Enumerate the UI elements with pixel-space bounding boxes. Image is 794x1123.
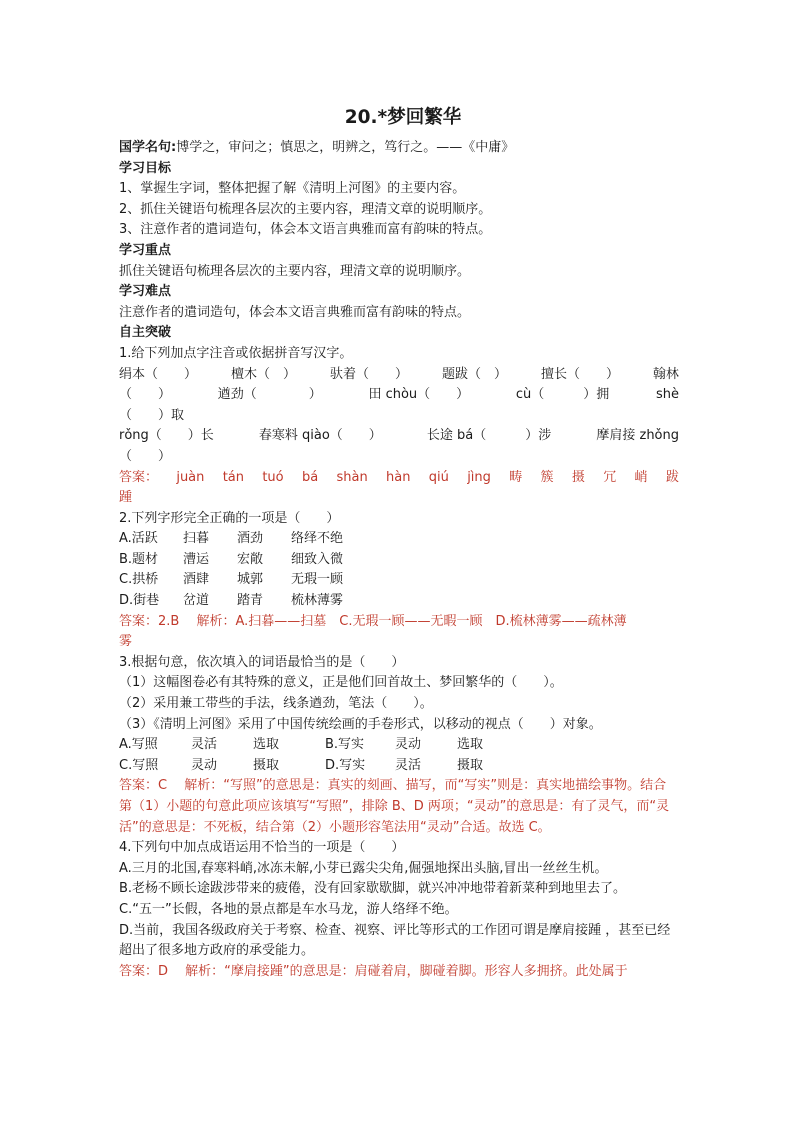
q3-sentence-3: （3）《清明上河图》采用了中国传统绘画的手卷形式，以移动的视点（ ）对象。 bbox=[119, 716, 602, 732]
q2-option-d bbox=[119, 591, 679, 612]
q1-item: 檀木（ ） bbox=[230, 366, 296, 382]
q2-word: C.拱桥 bbox=[119, 572, 159, 588]
q2-answer-tail: 雾 bbox=[119, 634, 133, 650]
q2-word: B.题材 bbox=[119, 551, 159, 567]
q3-sentence-2: （2）采用兼工带些的手法，线条遒劲，笔法（ ）。 bbox=[119, 696, 433, 712]
q2-word: 络绎不绝 bbox=[291, 531, 344, 547]
q1-row-3: （ ）取 bbox=[119, 407, 185, 423]
q1-answer-item: 摄 bbox=[571, 469, 585, 485]
q1-answer-tail: 踵 bbox=[119, 490, 133, 506]
q1-answer-item: qiú bbox=[428, 469, 449, 485]
q3-stem: 3.根据句意，依次填入的词语最恰当的是（ ） bbox=[119, 654, 405, 670]
q3-word: B.写实 bbox=[325, 737, 365, 753]
q1-stem: 1.给下列加点字注音或依据拼音写汉字。 bbox=[119, 345, 353, 361]
key-point-text: 抓住关键语句梳理各层次的主要内容，理清文章的说明顺序。 bbox=[119, 263, 471, 279]
q1-item: 绢本（ ） bbox=[119, 366, 198, 382]
q2-word: 梳林薄雾 bbox=[291, 593, 344, 609]
q2-option-a bbox=[119, 529, 679, 550]
q1-answer-item: 簇 bbox=[540, 469, 554, 485]
q2-word: 城郭 bbox=[237, 572, 264, 588]
q1-answer-item: jìng bbox=[467, 469, 491, 485]
q3-word: 摄取 bbox=[457, 757, 484, 773]
q4-option-d: D.当前，我国各级政府关于考察、检查、视察、评比等形式的工作团可谓是摩肩接踵 ，甚至已经超出了很多地方政府的承受能力。 bbox=[119, 922, 671, 959]
q2-answer: 答案：2.B 解析：A.扫暮——扫墓 C.无瑕一顾——无暇一顾 D.梳林薄雾——疏林薄 bbox=[119, 613, 627, 629]
motto-text: 博学之，审问之；慎思之，明辨之，笃行之。——《中庸》 bbox=[176, 140, 515, 155]
q3-options-row-2 bbox=[119, 756, 679, 777]
q3-options-row-1 bbox=[119, 735, 679, 756]
q2-option-c bbox=[119, 570, 679, 591]
q3-word: C.写照 bbox=[119, 757, 159, 773]
q1-item: 摩肩接 zhǒng bbox=[596, 428, 679, 444]
motto-line bbox=[119, 138, 679, 159]
q2-word: 细致入微 bbox=[291, 551, 344, 567]
q2-word: 酒劲 bbox=[237, 531, 264, 547]
q1-answer bbox=[119, 468, 679, 489]
q1-answer-item: tuó bbox=[262, 469, 284, 485]
q1-item: 长途 bá（ ）涉 bbox=[426, 428, 552, 444]
q1-item: 题跋（ ） bbox=[441, 366, 507, 382]
q1-answer-item: bá bbox=[301, 469, 319, 485]
document-content bbox=[119, 106, 679, 982]
q1-item: （ ） bbox=[119, 387, 172, 403]
q1-answer-item: hàn bbox=[386, 469, 411, 485]
q3-word: 灵动 bbox=[191, 757, 218, 773]
difficulty-heading: 学习难点 bbox=[119, 284, 172, 300]
key-point-heading: 学习重点 bbox=[119, 242, 172, 258]
q2-word: 踏青 bbox=[237, 593, 264, 609]
q3-word: D.写实 bbox=[325, 757, 366, 773]
q3-answer: 答案：C 解析：“写照”的意思是：真实的刻画、描写，而“写实”则是：真实地描绘事物。结合第（1）小题的句意此项应该填写“写照”，排除 B、D 两项；“灵动”的意思是：有了灵气，而“灵活”的意思是：不死板，结合第（2）小题形容笔法用“灵动”合适。故选 C。 bbox=[119, 778, 670, 835]
self-study-heading: 自主突破 bbox=[119, 325, 172, 341]
q2-word: D.街巷 bbox=[119, 593, 160, 609]
q2-word: 宏敞 bbox=[237, 551, 264, 567]
q4-option-b: B.老杨不顾长途跋涉带来的疲倦，没有回家歇歇脚，就兴冲冲地带着新菜种到地里去了。 bbox=[119, 881, 627, 897]
q1-answer-item: tán bbox=[222, 469, 245, 485]
q1-answer-item: juàn bbox=[176, 469, 205, 485]
q1-item: 翰林 bbox=[652, 366, 679, 382]
q1-answer-item: 畴 bbox=[509, 469, 523, 485]
q3-word: 灵活 bbox=[191, 737, 218, 753]
q4-option-a: A.三月的北国,春寒料峭,冰冻未解,小芽已露尖尖角,倔强地探出头脑,冒出一丝丝生机。 bbox=[119, 860, 608, 876]
page-title: 20.*梦回繁华 bbox=[344, 107, 462, 128]
q1-item: 春寒料 qiào（ ） bbox=[258, 428, 382, 444]
q1-answer-item: 峭 bbox=[634, 469, 648, 485]
q4-option-c: C.“五一”长假，各地的景点都是车水马龙，游人络绎不绝。 bbox=[119, 901, 458, 917]
q1-row-5: （ ） bbox=[119, 448, 172, 464]
q1-answer-label: 答案： bbox=[119, 469, 159, 485]
q3-word: 灵动 bbox=[395, 737, 422, 753]
difficulty-text: 注意作者的遣词造句，体会本文语言典雅而富有韵味的特点。 bbox=[119, 304, 471, 320]
objective-item: 1、掌握生字词，整体把握了解《清明上河图》的主要内容。 bbox=[119, 181, 466, 197]
q2-word: 岔道 bbox=[183, 593, 210, 609]
q2-word: A.活跃 bbox=[119, 531, 158, 547]
q2-word: 无瑕一顾 bbox=[291, 572, 344, 588]
motto-label: 国学名句: bbox=[119, 140, 177, 155]
q1-item: rǒng（ ）长 bbox=[119, 428, 214, 444]
q1-item: cù（ ）拥 bbox=[515, 387, 610, 403]
q1-answer-item: 冗 bbox=[603, 469, 617, 485]
q1-row-4 bbox=[119, 426, 679, 447]
objectives-heading: 学习目标 bbox=[119, 160, 172, 176]
q3-word: A.写照 bbox=[119, 737, 158, 753]
q4-answer: 答案：D 解析：“摩肩接踵”的意思是：肩碰着肩，脚碰着脚。形容人多拥挤。此处属于 bbox=[119, 963, 628, 979]
q1-item: 田 chòu（ ） bbox=[368, 387, 470, 403]
q1-item: 遒劲（ ） bbox=[217, 387, 322, 403]
q1-item: shè bbox=[655, 387, 679, 403]
q1-item: 驮着（ ） bbox=[329, 366, 408, 382]
q1-answer-item: 跋 bbox=[665, 469, 679, 485]
q2-option-b bbox=[119, 550, 679, 571]
q3-sentence-1: （1）这幅图卷必有其特殊的意义，正是他们回首故土、梦回繁华的（ ）。 bbox=[119, 675, 563, 691]
q1-answer-item: shàn bbox=[336, 469, 368, 485]
q4-stem: 4.下列句中加点成语运用不恰当的一项是（ ） bbox=[119, 840, 405, 856]
q1-item: 擅长（ ） bbox=[540, 366, 619, 382]
q3-word: 选取 bbox=[253, 737, 280, 753]
q2-stem: 2.下列字形完全正确的一项是（ ） bbox=[119, 510, 340, 526]
q1-row-2 bbox=[119, 385, 679, 406]
objective-item: 3、注意作者的遣词造句，体会本文语言典雅而富有韵味的特点。 bbox=[119, 222, 492, 238]
q3-word: 选取 bbox=[457, 737, 484, 753]
q3-word: 灵活 bbox=[395, 757, 422, 773]
objective-item: 2、抓住关键语句梳理各层次的主要内容，理清文章的说明顺序。 bbox=[119, 201, 492, 217]
q2-word: 漕运 bbox=[183, 551, 210, 567]
q3-word: 摄取 bbox=[253, 757, 280, 773]
q2-word: 酒肆 bbox=[183, 572, 210, 588]
q1-row-1 bbox=[119, 365, 679, 386]
q2-word: 扫暮 bbox=[183, 531, 210, 547]
